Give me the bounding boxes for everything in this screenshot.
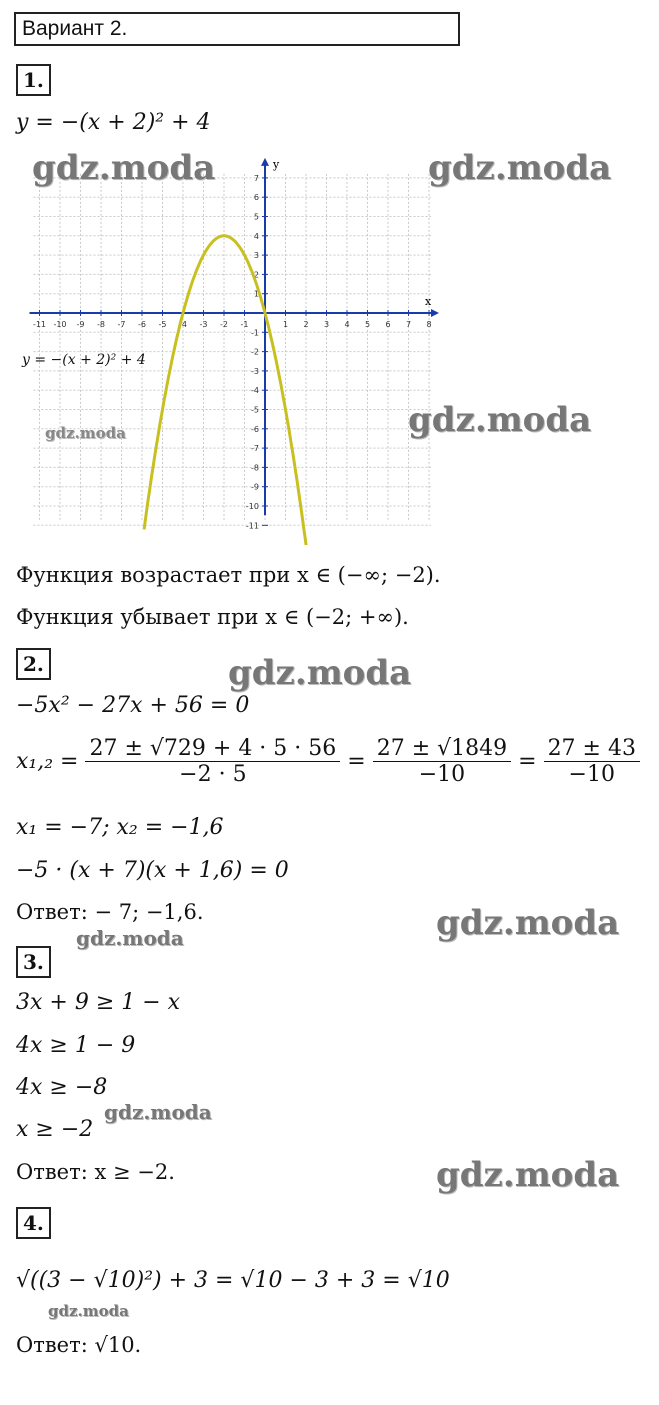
- x-tick-label: 2: [303, 320, 309, 329]
- x-tick-label: 7: [405, 320, 412, 329]
- task-2-equation: −5x² − 27x + 56 = 0: [16, 693, 250, 718]
- x-axis-arrow: [431, 309, 439, 317]
- watermark-5: gdz.moda: [228, 653, 412, 693]
- parabola-graph: [10, 145, 445, 545]
- y-tick-label: 4: [253, 231, 259, 241]
- x-tick-label: -1: [240, 320, 249, 329]
- y-tick-label: -5: [251, 405, 259, 415]
- x12-label: x₁,₂ =: [16, 749, 79, 774]
- watermark-2: gdz.moda: [428, 148, 612, 188]
- y-tick-label: -6: [251, 424, 259, 434]
- x-tick-label: 8: [426, 320, 432, 329]
- y-tick-label: 5: [253, 212, 259, 222]
- y-tick-label: -11: [245, 521, 259, 531]
- watermark-7: gdz.moda: [76, 926, 184, 950]
- fraction-1: $\frac{27 \pm √729 + 4 \cdot 5 \cdot 56}{-2 \cdot 5}$: [85, 736, 340, 787]
- x-tick-label: -9: [76, 320, 85, 329]
- graph-function-label: y = −(x + 2)² + 4: [22, 352, 146, 368]
- y-tick-label: -9: [251, 482, 259, 492]
- y-tick-label: -2: [251, 347, 259, 357]
- y-tick-label: 1: [253, 289, 259, 299]
- task-2-formula: x₁,₂ = $\frac{27 \pm √729 + 4 \cdot 5 \cdot 56}{-2 \cdot 5}$ = $\frac{27 \pm √1849}{-10}$ = $\frac{27 \pm 43}{-10}$: [16, 736, 640, 787]
- y-tick-label: -8: [251, 463, 259, 473]
- task-3-line-3: 4x ≥ −8: [16, 1075, 108, 1100]
- x-tick-label: -8: [97, 320, 105, 329]
- x-axis-label: x: [425, 295, 432, 308]
- graph-grid: [34, 174, 432, 525]
- y-tick-label: -1: [251, 328, 259, 338]
- variant-header: [14, 12, 460, 46]
- task-1-decreasing: Функция убывает при x ∈ (−2; +∞).: [16, 605, 409, 629]
- y-axis-arrow: [261, 158, 269, 166]
- y-tick-label: -4: [251, 386, 259, 396]
- task-3-line-2: 4x ≥ 1 − 9: [16, 1033, 136, 1058]
- y-axis-label: y: [273, 157, 280, 171]
- watermark-8: gdz.moda: [104, 1100, 212, 1124]
- x-tick-label: 3: [323, 320, 330, 329]
- x-tick-label: -5: [158, 320, 167, 329]
- x-tick-label: -3: [199, 320, 208, 329]
- variant-title: Вариант 2.: [22, 17, 128, 40]
- x-tick-label: -2: [220, 320, 228, 329]
- task-2-roots: x₁ = −7; x₂ = −1,6: [16, 815, 224, 840]
- y-tick-label: 6: [253, 193, 259, 203]
- task-4-expression: √((3 − √10)²) + 3 = √10 − 3 + 3 = √10: [16, 1268, 450, 1293]
- watermark-9: gdz.moda: [436, 1155, 620, 1195]
- task-4-answer: Ответ: √10.: [16, 1333, 142, 1357]
- task-2-answer: Ответ: − 7; −1,6.: [16, 900, 204, 924]
- task-3-number: 3.: [16, 946, 51, 978]
- task-3-line-1: 3x + 9 ≥ 1 − x: [16, 990, 181, 1015]
- x-tick-label: 1: [282, 320, 289, 329]
- task-4-number: 4.: [16, 1207, 51, 1239]
- y-tick-label: 3: [253, 251, 259, 261]
- y-tick-label: -7: [251, 444, 259, 454]
- fraction-2: $\frac{27 \pm √1849}{-10}$: [373, 736, 511, 787]
- x-tick-label: -4: [179, 320, 187, 329]
- y-tick-label: -3: [251, 366, 259, 376]
- watermark-3: gdz.moda: [45, 424, 126, 442]
- watermark-1: gdz.moda: [32, 148, 216, 188]
- task-1-number: 1.: [16, 64, 51, 96]
- x-tick-label: 4: [344, 320, 350, 329]
- watermark-6: gdz.moda: [436, 903, 620, 943]
- x-tick-label: 6: [385, 320, 391, 329]
- task-1-equation: y = −(x + 2)² + 4: [16, 110, 211, 135]
- y-tick-label: 2: [253, 270, 259, 280]
- task-2-factored: −5 · (x + 7)(x + 1,6) = 0: [16, 858, 289, 883]
- task-2-number: 2.: [16, 648, 51, 680]
- watermark-10: gdz.moda: [48, 1302, 129, 1320]
- x-tick-label: 5: [364, 320, 371, 329]
- task-3-line-4: x ≥ −2: [16, 1117, 94, 1142]
- task-1-increasing: Функция возрастает при x ∈ (−∞; −2).: [16, 563, 441, 587]
- graph-axes: [30, 158, 440, 515]
- x-tick-label: -6: [138, 320, 146, 329]
- y-tick-label: -10: [245, 502, 259, 511]
- x-tick-label: -10: [53, 320, 67, 329]
- task-3-answer: Ответ: x ≥ −2.: [16, 1160, 175, 1184]
- fraction-3: $\frac{27 \pm 43}{-10}$: [544, 736, 640, 787]
- watermark-4: gdz.moda: [408, 400, 592, 440]
- x-tick-label: -11: [32, 320, 47, 329]
- y-tick-label: 7: [253, 173, 259, 183]
- x-tick-label: -7: [117, 320, 126, 329]
